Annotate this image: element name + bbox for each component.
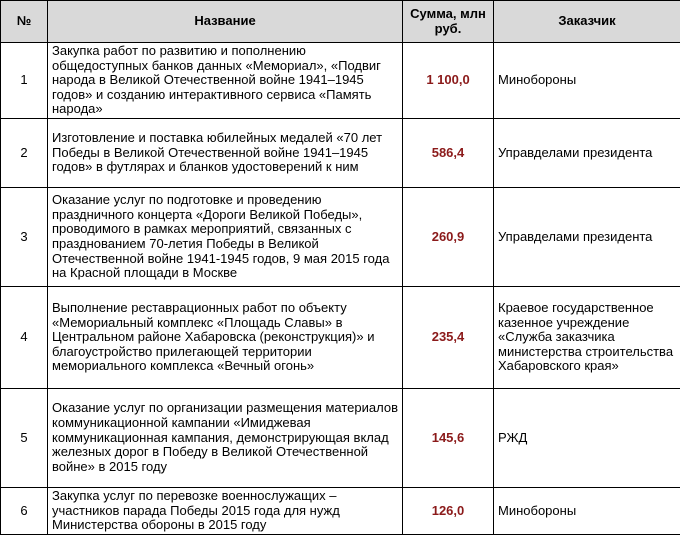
row-customer: Минобороны: [494, 487, 680, 534]
row-customer: Управделами президента: [494, 187, 680, 286]
table-row: [1, 286, 680, 388]
table-row: [1, 43, 680, 119]
row-number: 6: [1, 487, 48, 534]
row-sum: 235,4: [403, 286, 494, 388]
row-sum: 260,9: [403, 187, 494, 286]
row-sum: 1 100,0: [403, 43, 494, 119]
row-customer: Управделами президента: [494, 118, 680, 187]
header-name: Название: [48, 1, 403, 43]
row-number: 4: [1, 286, 48, 388]
table-header-row: [1, 1, 680, 43]
table-row: [1, 118, 680, 187]
row-sum: 145,6: [403, 388, 494, 487]
row-number: 1: [1, 43, 48, 119]
header-num: №: [1, 1, 48, 43]
row-name: Оказание услуг по подготовке и проведению праздничного концерта «Дороги Великой Победы», проводимого в рамках мероприятий, связанных с празднованием 70-летия Победы в Великой Отечественной войне 1941-1945 годов, 9 мая 2015 года на Красной площади в Москве: [48, 187, 403, 286]
header-sum: Сумма, млн руб.: [403, 1, 494, 43]
row-customer: Минобороны: [494, 43, 680, 119]
table-row: [1, 187, 680, 286]
row-name: Закупка работ по развитию и пополнению общедоступных банков данных «Мемориал», «Подвиг народа в Великой Отечественной войне 1941–1945 годов» и созданию интерактивного сервиса «Память народа»: [48, 43, 403, 119]
row-sum: 586,4: [403, 118, 494, 187]
row-name: Оказание услуг по организации размещения материалов коммуникационной кампании «Имиджевая коммуникационная кампания, демонстрирующая вклад железных дорог в Победу в Великой Отечественной войне» в 2015 году: [48, 388, 403, 487]
row-number: 2: [1, 118, 48, 187]
row-sum: 126,0: [403, 487, 494, 534]
row-name: Изготовление и поставка юбилейных медалей «70 лет Победы в Великой Отечественной войне 1941–1945 годов» в футлярах и бланков удостоверений к ним: [48, 118, 403, 187]
table-row: [1, 487, 680, 534]
row-number: 5: [1, 388, 48, 487]
table-row: [1, 388, 680, 487]
header-customer: Заказчик: [494, 1, 680, 43]
row-number: 3: [1, 187, 48, 286]
row-name: Выполнение реставрационных работ по объекту «Мемориальный комплекс «Площадь Славы» в Центральном районе Хабаровска (реконструкция)» и благоустройство прилегающей территории мемориального комплекса «Вечный огонь»: [48, 286, 403, 388]
row-name: Закупка услуг по перевозке военнослужащих – участников парада Победы 2015 года для нужд Министерства обороны в 2015 году: [48, 487, 403, 534]
row-customer: Краевое государственное казенное учреждение «Служба заказчика министерства строительства Хабаровского края»: [494, 286, 680, 388]
row-customer: РЖД: [494, 388, 680, 487]
